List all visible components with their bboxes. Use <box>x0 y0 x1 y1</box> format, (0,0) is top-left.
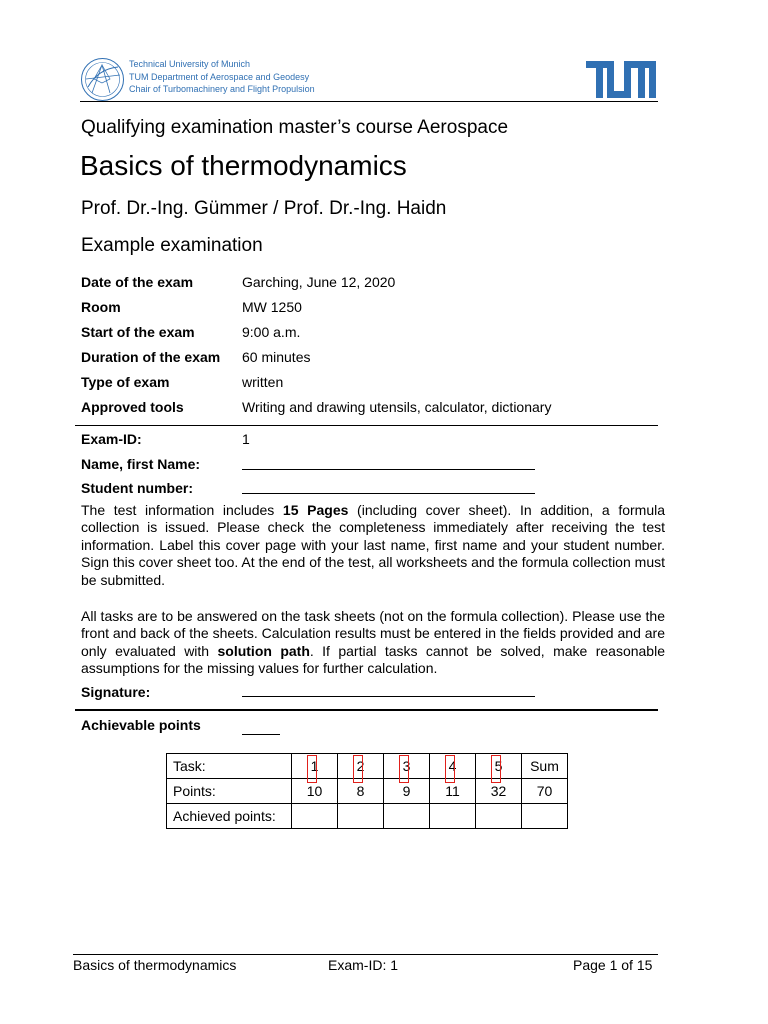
task-number: 1 <box>310 758 319 774</box>
achieved-points-cell[interactable] <box>430 804 476 829</box>
section-divider <box>75 425 658 426</box>
achievable-points-line <box>242 734 280 735</box>
info-value: MW 1250 <box>242 299 302 315</box>
institution-line: TUM Department of Aerospace and Geodesy <box>129 71 310 82</box>
info-value: Writing and drawing utensils, calculator, dictionary <box>242 399 552 415</box>
name-label: Name, first Name: <box>81 456 201 472</box>
task-cell <box>384 754 430 779</box>
exam-id-label: Exam-ID: <box>81 431 142 447</box>
points-cell: 11 <box>430 779 476 804</box>
info-label: Date of the exam <box>81 274 194 290</box>
paragraph-text: (including cover sheet). In addition, a formula collection is issued. Please check the completeness immediately after receiving the test information. Label this cover page with your last name, first name and your student number. Sign this cover sheet too. At the end of the test, all worksheets and the formula collection must be submitted. <box>81 502 665 588</box>
signature-field-line[interactable] <box>242 696 535 697</box>
paragraph-text: . If partial tasks cannot be solved, make reasonable assumptions for the missing values for further calculation. <box>81 642 665 677</box>
points-cell: 9 <box>384 779 430 804</box>
exam-title: Basics of thermodynamics <box>80 150 407 181</box>
institution-line: Chair of Turbomachinery and Flight Propulsion <box>129 84 315 95</box>
signature-label: Signature: <box>81 684 151 700</box>
task-number: 2 <box>356 758 365 774</box>
achieved-points-cell[interactable] <box>338 804 384 829</box>
paragraph-text: All tasks are to be answered on the task sheets (not on the formula collection). Please use the front and back of the sheets. Calculation results must be entered in the fields provided and are only evaluated with <box>81 608 665 659</box>
achieved-points-cell[interactable] <box>522 804 568 829</box>
points-sum-cell: 70 <box>522 779 568 804</box>
institution-line: Technical University of Munich <box>129 59 251 69</box>
highlight-box <box>307 755 317 783</box>
exam-id-value: 1 <box>242 431 250 447</box>
info-label: Type of exam <box>81 374 170 390</box>
achieved-points-cell[interactable] <box>292 804 338 829</box>
paragraph-text: The test information includes <box>81 502 283 518</box>
info-label: Approved tools <box>81 399 184 415</box>
student-number-field-line[interactable] <box>242 493 535 494</box>
task-number: 3 <box>402 758 411 774</box>
task-cell <box>430 754 476 779</box>
student-number-label: Student number: <box>81 480 193 496</box>
footer-page-number: Page 1 of 15 <box>573 957 653 973</box>
task-cell <box>338 754 384 779</box>
table-row <box>167 804 568 829</box>
footer-exam-id: Exam-ID: 1 <box>328 957 399 973</box>
header-rule <box>80 101 658 102</box>
points-cell: 10 <box>292 779 338 804</box>
solution-path-emphasis: solution path <box>217 642 310 659</box>
achievable-points-label: Achievable points <box>81 717 201 733</box>
row-label-points: Points: <box>167 779 292 804</box>
table-row <box>167 779 568 804</box>
instructions-paragraph-2 <box>81 608 665 678</box>
achieved-points-cell[interactable] <box>384 804 430 829</box>
task-cell <box>476 754 522 779</box>
highlight-box <box>491 755 501 783</box>
info-label: Duration of the exam <box>81 349 221 365</box>
info-value: Garching, June 12, 2020 <box>242 274 396 290</box>
footer-title: Basics of thermodynamics <box>73 957 237 973</box>
task-number: 5 <box>494 758 503 774</box>
professors: Prof. Dr.-Ing. Gümmer / Prof. Dr.-Ing. Haidn <box>81 198 447 219</box>
info-value: written <box>242 374 284 390</box>
highlight-box <box>445 755 455 783</box>
exam-type-heading: Example examination <box>81 235 263 256</box>
points-cell: 32 <box>476 779 522 804</box>
name-field-line[interactable] <box>242 469 535 470</box>
sum-header: Sum <box>522 754 568 779</box>
row-label-achieved: Achieved points: <box>167 804 292 829</box>
row-label-task: Task: <box>167 754 292 779</box>
institution-lines <box>129 58 315 96</box>
pages-count: 15 Pages <box>282 502 349 518</box>
university-seal-icon <box>80 57 125 102</box>
task-number: 4 <box>448 758 457 774</box>
highlight-box <box>399 755 409 783</box>
task-cell <box>292 754 338 779</box>
instructions-paragraph-1 <box>81 502 665 589</box>
footer-rule <box>73 954 658 955</box>
highlight-box <box>353 755 363 783</box>
points-cell: 8 <box>338 779 384 804</box>
tum-logo-icon <box>586 61 656 98</box>
info-label: Start of the exam <box>81 324 195 340</box>
info-value: 9:00 a.m. <box>242 324 301 340</box>
table-row <box>167 754 568 779</box>
points-table <box>166 753 568 829</box>
course-subtitle: Qualifying examination master’s course Aerospace <box>81 117 509 138</box>
info-value: 60 minutes <box>242 349 311 365</box>
achieved-points-cell[interactable] <box>476 804 522 829</box>
section-divider-thick <box>75 709 658 711</box>
info-label: Room <box>81 299 121 315</box>
